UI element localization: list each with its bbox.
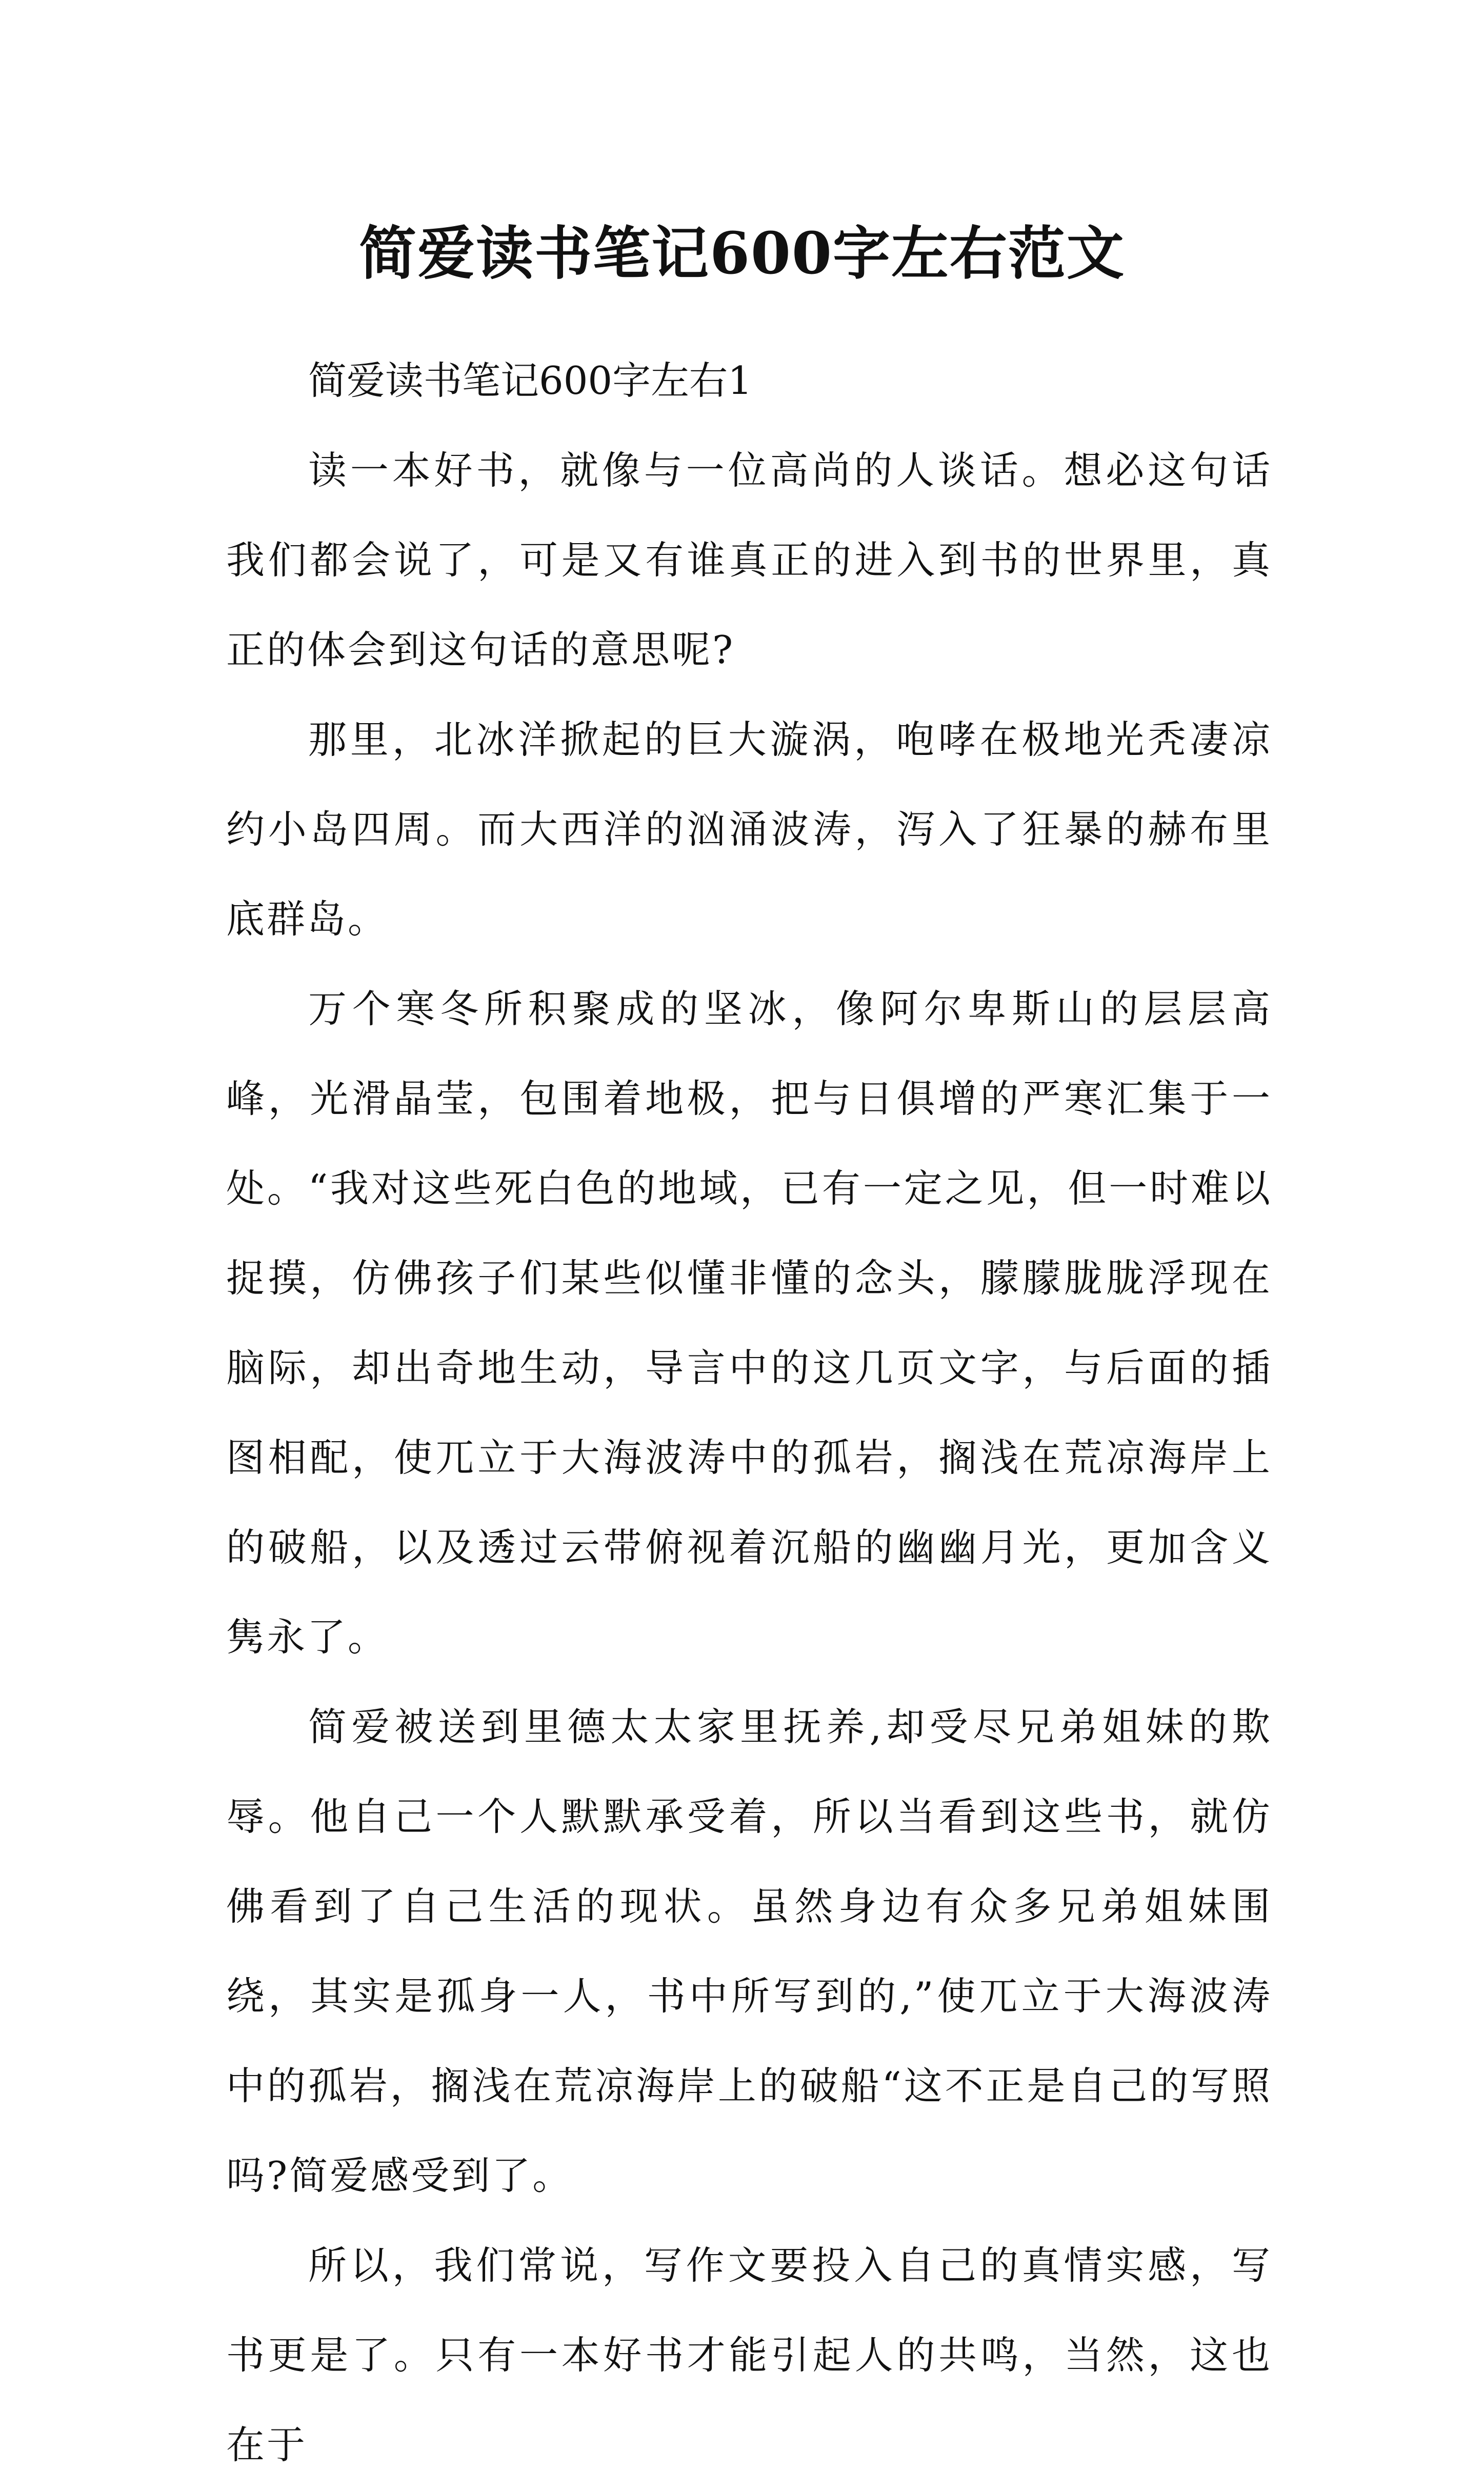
- document-title: 简爱读书笔记600字左右范文: [359, 220, 1125, 288]
- paragraph-5: 所以，我们常说，写作文要投入自己的真情实感，写书更是了。只有一本好书才能引起人的共鸣，当然，这也在于: [226, 2243, 1272, 2467]
- paragraph-4: 简爱被送到里德太太家里抚养,却受尽兄弟姐妹的欺辱。他自己一个人默默承受着，所以当看到这些书，就仿佛看到了自己生活的现状。虽然身边有众多兄弟姐妹围绕，其实是孤身一人，书中所写到的,”使兀立于大海波涛中的孤岩，搁浅在荒凉海岸上的破船“这不正是自己的写照吗?简爱感受到了。: [226, 1704, 1272, 2198]
- paragraph-3: 万个寒冬所积聚成的坚冰，像阿尔卑斯山的层层高峰，光滑晶莹，包围着地极，把与日俱增的严寒汇集于一处。“我对这些死白色的地域，已有一定之见，但一时难以捉摸，仿佛孩子们某些似懂非懂的念头，朦朦胧胧浮现在脑际，却出奇地生动，导言中的这几页文字，与后面的插图相配，使兀立于大海波涛中的孤岩，搁浅在荒凉海岸上的破船，以及透过云带俯视着沉船的幽幽月光，更加含义隽永了。: [226, 986, 1272, 1660]
- section-heading: 简爱读书笔记600字左右1: [308, 358, 752, 403]
- paragraph-1: 读一本好书，就像与一位高尚的人谈话。想必这句话我们都会说了，可是又有谁真正的进入到书的世界里，真正的体会到这句话的意思呢?: [226, 448, 1272, 672]
- paragraph-2: 那里，北冰洋掀起的巨大漩涡，咆哮在极地光秃凄凉约小岛四周。而大西洋的汹涌波涛，泻入了狂暴的赫布里底群岛。: [226, 717, 1272, 942]
- document-body: [226, 336, 1272, 2490]
